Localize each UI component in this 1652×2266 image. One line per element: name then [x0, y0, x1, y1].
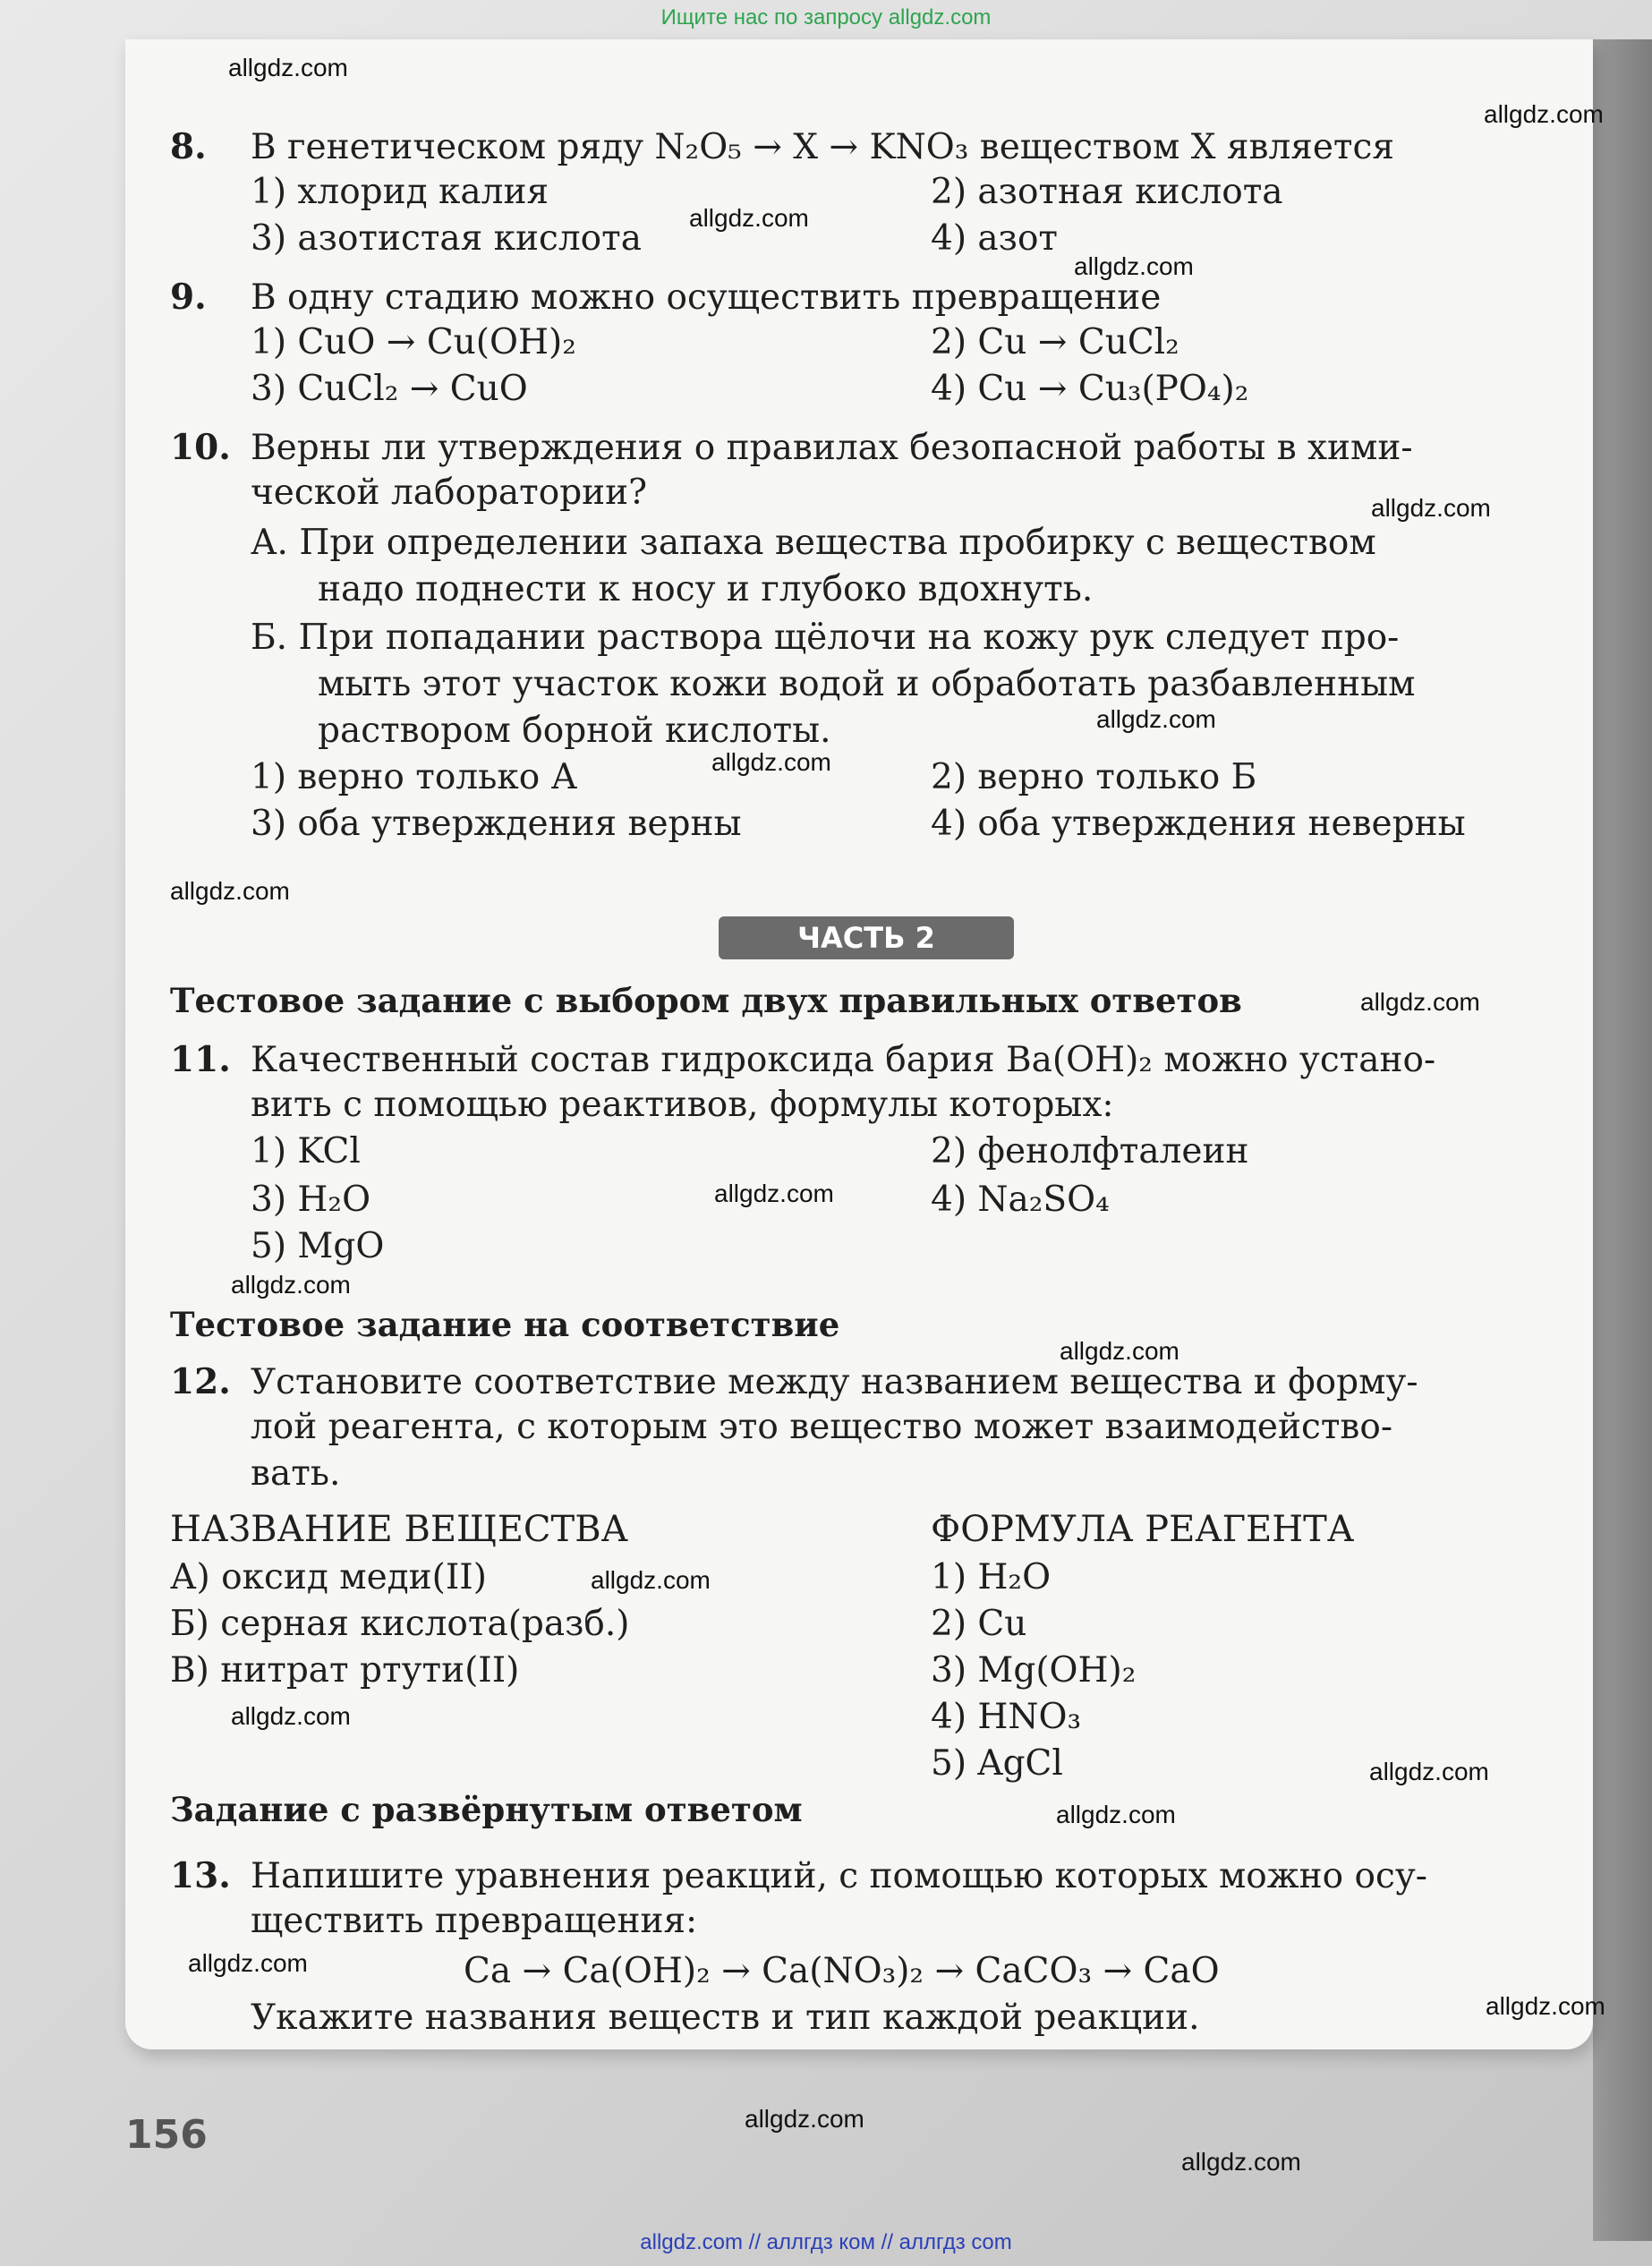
question-number: 10. [170, 427, 231, 468]
section-title-two-answers: Тестовое задание с выбором двух правильных ответов [170, 981, 1242, 1020]
watermark: allgdz.com [1484, 100, 1604, 128]
reagent-5: 5) AgCl [931, 1743, 1063, 1784]
q10-text-line2: ческой лаборатории? [251, 473, 648, 513]
q10-option-4: 4) оба утверждения неверны [931, 804, 1466, 844]
q11-option-5: 5) MgO [251, 1226, 385, 1266]
watermark: allgdz.com [1096, 705, 1216, 733]
q10-option-2: 2) верно только Б [931, 757, 1257, 797]
question-8 [170, 124, 1394, 171]
question-10 [170, 424, 1413, 472]
watermark: allgdz.com [1360, 988, 1480, 1016]
part-2-badge: ЧАСТЬ 2 [719, 916, 1014, 959]
q11-option-3: 3) H₂O [251, 1180, 371, 1220]
question-text: В одну стадию можно осуществить превращение [251, 277, 1162, 318]
watermark: allgdz.com [711, 748, 831, 776]
reagent-4: 4) HNO₃ [931, 1697, 1082, 1737]
watermark: allgdz.com [689, 204, 809, 232]
reagent-1: 1) H₂O [931, 1557, 1052, 1597]
question-number: 13. [170, 1855, 231, 1896]
q10-statement-a-cont: надо поднести к носу и глубоко вдохнуть. [318, 569, 1094, 609]
q13-text-line2: ществить превращения: [251, 1901, 698, 1941]
question-text: Верны ли утверждения о правилах безопасной работы в хими- [251, 428, 1413, 468]
q8-option-2: 2) азотная кислота [931, 172, 1283, 212]
watermark: allgdz.com [1486, 1992, 1605, 2020]
reagent-3: 3) Mg(OH)₂ [931, 1650, 1137, 1691]
question-text: В генетическом ряду N₂O₅ → X → KNO₃ веществом X является [251, 127, 1394, 167]
q8-option-4: 4) азот [931, 218, 1059, 259]
q10-statement-b: Б. При попадании раствора щёлочи на кожу рук следует про- [251, 618, 1400, 658]
watermark: allgdz.com [745, 2105, 864, 2133]
question-number: 12. [170, 1361, 231, 1402]
watermark: allgdz.com [1181, 2148, 1301, 2176]
watermark: allgdz.com [228, 54, 348, 81]
q12-text-line2: лой реагента, с которым это вещество может взаимодейство- [251, 1407, 1393, 1447]
watermark: allgdz.com [188, 1949, 308, 1977]
watermark: allgdz.com [591, 1566, 711, 1594]
watermark: allgdz.com [1074, 252, 1194, 280]
section-title-matching: Тестовое задание на соответствие [170, 1305, 840, 1344]
question-11 [170, 1036, 1435, 1084]
q10-option-1: 1) верно только А [251, 757, 578, 797]
reagent-2: 2) Cu [931, 1604, 1027, 1644]
watermark: allgdz.com [231, 1702, 351, 1730]
q11-text-line2: вить с помощью реактивов, формулы которых: [251, 1085, 1114, 1125]
reaction-chain: Ca → Ca(OH)₂ → Ca(NO₃)₂ → CaCO₃ → CaO [464, 1951, 1220, 1991]
q10-option-3: 3) оба утверждения верны [251, 804, 742, 844]
column-header-reagent: ФОРМУЛА РЕАГЕНТА [931, 1509, 1355, 1550]
question-number: 11. [170, 1039, 231, 1080]
q9-option-1: 1) CuO → Cu(OH)₂ [251, 322, 576, 362]
watermark: allgdz.com [1056, 1801, 1176, 1828]
column-header-substance: НАЗВАНИЕ ВЕЩЕСТВА [170, 1509, 628, 1550]
q11-option-1: 1) KCl [251, 1131, 361, 1171]
question-text: Качественный состав гидроксида бария Ba(OH)₂ можно устано- [251, 1040, 1436, 1080]
question-number: 8. [170, 126, 207, 167]
watermark: allgdz.com [1060, 1337, 1179, 1365]
q12-text-line3: вать. [251, 1453, 341, 1494]
question-9 [170, 274, 1161, 321]
page-edge-shadow [1593, 39, 1652, 2241]
q10-statement-b-cont: мыть этот участок кожи водой и обработать разбавленным [318, 664, 1416, 704]
question-13 [170, 1853, 1427, 1900]
watermark: allgdz.com [714, 1180, 834, 1207]
substance-b: Б) серная кислота(разб.) [170, 1604, 630, 1644]
q13-text-line3: Укажите названия веществ и тип каждой реакции. [251, 1998, 1200, 2038]
watermark: allgdz.com [231, 1271, 351, 1299]
top-banner[interactable]: Ищите нас по запросу allgdz.com [660, 5, 992, 30]
question-number: 9. [170, 277, 207, 318]
question-12 [170, 1359, 1418, 1406]
q9-option-3: 3) CuCl₂ → CuO [251, 369, 528, 409]
q10-statement-a: А. При определении запаха вещества пробирку с веществом [251, 523, 1376, 563]
section-title-extended-answer: Задание с развёрнутым ответом [170, 1790, 803, 1829]
watermark: allgdz.com [170, 877, 290, 905]
question-text: Установите соответствие между названием вещества и форму- [251, 1362, 1418, 1402]
watermark: allgdz.com [1371, 494, 1491, 522]
q11-option-4: 4) Na₂SO₄ [931, 1180, 1110, 1220]
question-text: Напишите уравнения реакций, с помощью которых можно осу- [251, 1856, 1427, 1896]
q11-option-2: 2) фенолфталеин [931, 1131, 1249, 1171]
q10-statement-b-cont2: раствором борной кислоты. [318, 711, 831, 751]
q8-option-3: 3) азотистая кислота [251, 218, 642, 259]
page-number: 156 [125, 2112, 208, 2158]
bottom-banner[interactable]: allgdz.com // аллгдз ком // аллгдз com [640, 2230, 1012, 2254]
q9-option-4: 4) Cu → Cu₃(PO₄)₂ [931, 369, 1249, 409]
q8-option-1: 1) хлорид калия [251, 172, 549, 212]
substance-a: А) оксид меди(II) [170, 1557, 487, 1597]
substance-c: В) нитрат ртути(II) [170, 1650, 520, 1691]
watermark: allgdz.com [1369, 1758, 1489, 1785]
q9-option-2: 2) Cu → CuCl₂ [931, 322, 1179, 362]
